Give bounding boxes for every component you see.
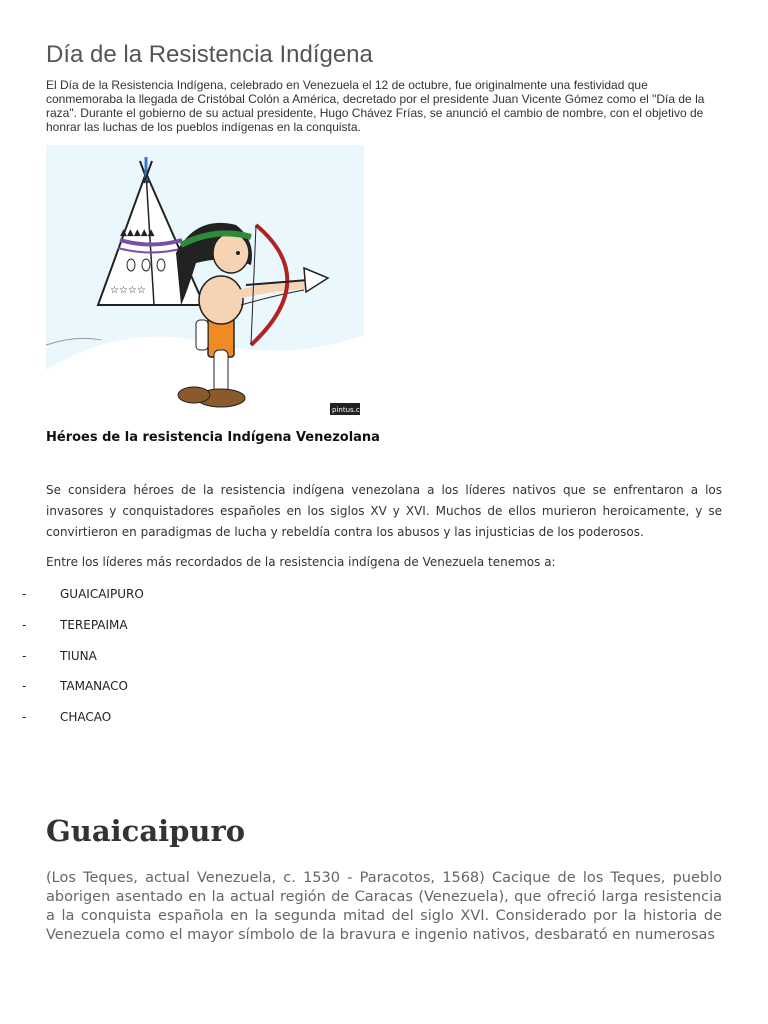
leaders-intro: Entre los líderes más recordados de la resistencia indígena de Venezuela tenemos a: <box>46 555 556 569</box>
guaicaipuro-bio: (Los Teques, actual Venezuela, c. 1530 - Paracotos, 1568) Cacique de los Teques, pueblo aborigen asentado en la actual región de Caracas (Venezuela), que ofreció larga resistencia a la conquista española en la segunda mitad del siglo XVI. Considerado por la historia de Venezuela como el mayor símbolo de la bravura e ingenio nativos, desbarató en numerosas <box>46 870 722 943</box>
page-title: Día de la Resistencia Indígena <box>46 41 373 68</box>
svg-text:▲▲▲▲▲: ▲▲▲▲▲ <box>120 228 155 238</box>
indigenous-archer-illustration <box>46 145 371 419</box>
guaicaipuro-title: Guaicaipuro <box>46 814 246 848</box>
list-bullet: - <box>22 617 27 632</box>
intro-paragraph: El Día de la Resistencia Indígena, celebrado en Venezuela el 12 de octubre, fue originalmente una festividad que conmemoraba la llegada de Cristóbal Colón a América, decretado por el presidente Juan Vicente Gómez como el "Día de la raza". Durante el gobierno de su actual presidente, Hugo Chávez Frías, se anunció el cambio de nombre, con el objetivo de honrar las luchas de los pueblos indígenas en la conquista. <box>46 78 705 134</box>
leader-name: TAMANACO <box>60 679 128 694</box>
svg-text:☆☆☆☆: ☆☆☆☆ <box>110 285 146 296</box>
list-bullet: - <box>22 679 27 694</box>
list-bullet: - <box>22 648 27 663</box>
leader-name: CHACAO <box>60 710 112 725</box>
leader-name: GUAICAIPURO <box>60 587 144 601</box>
heroes-paragraph: Se considera héroes de la resistencia indígena venezolana a los líderes nativos que se enfrentaron a los invasores y conquistadores españoles en los siglos XV y XVI. Muchos de ellos murieron heroicamente, y se convirtieron en paradigmas de lucha y rebeldía contra los abusos y las injusticias de los poderosos. <box>46 483 722 539</box>
list-bullet: - <box>22 710 27 725</box>
leader-name: TEREPAIMA <box>60 617 128 632</box>
leader-name: TIUNA <box>60 648 97 663</box>
list-bullet: - <box>22 587 27 601</box>
watermark-text: pintus.com <box>332 406 371 414</box>
heroes-heading: Héroes de la resistencia Indígena Venezolana <box>46 430 380 445</box>
